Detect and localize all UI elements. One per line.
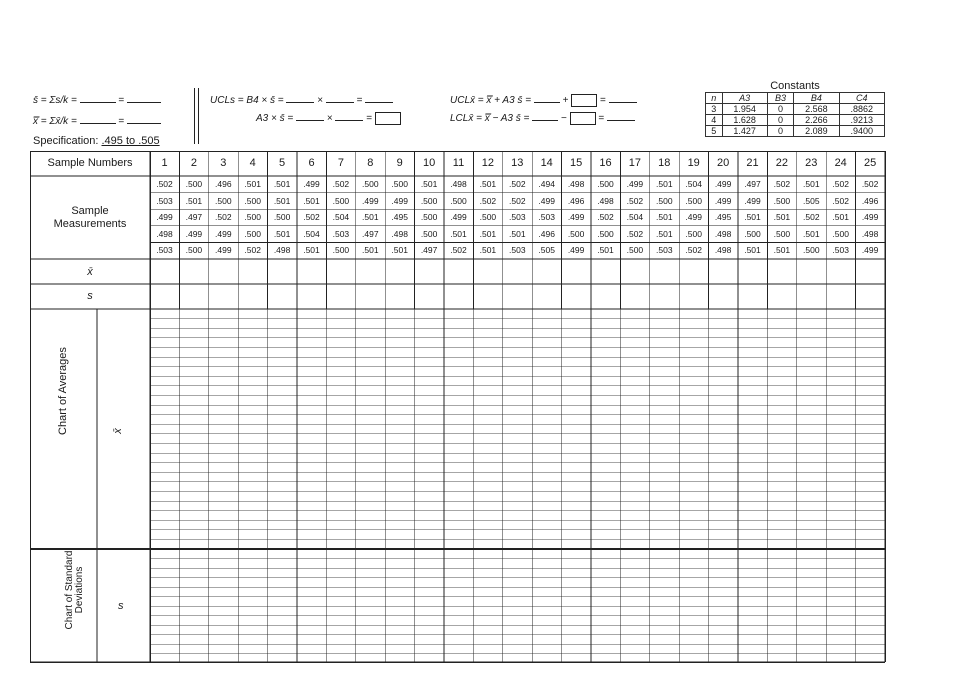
- measurement-cell: .500: [597, 228, 614, 239]
- measurement-cell: .500: [626, 245, 644, 256]
- measurement-cell: .499: [567, 245, 585, 256]
- sample-number-header: 23: [805, 157, 818, 169]
- measurement-cell: .504: [303, 228, 320, 239]
- ucl-s-label: UCLs = B4 × s̄ =: [210, 95, 284, 106]
- measurement-cell: .500: [685, 195, 702, 206]
- measurement-cell: .502: [479, 195, 497, 206]
- measurement-cell: .500: [450, 195, 467, 206]
- measurement-cell: .496: [538, 228, 555, 239]
- constants-header: B3: [767, 93, 793, 104]
- measurement-cell: .499: [215, 228, 232, 239]
- xbar-row-label: x̄: [87, 266, 93, 278]
- measurement-cell: .501: [362, 212, 379, 223]
- measurement-cell: .502: [832, 195, 849, 206]
- measurement-cell: .503: [509, 245, 526, 256]
- ucl-s-formula: [210, 92, 393, 106]
- chart-of-averages-label: Chart of Averages: [57, 347, 69, 435]
- lcl-x-blank-1[interactable]: [532, 110, 558, 121]
- separator-line: [194, 88, 195, 144]
- lcl-x-formula: [450, 110, 635, 125]
- measurement-cell: .504: [626, 212, 644, 223]
- measurement-cell: .500: [215, 195, 232, 206]
- ucl-s-blank-1[interactable]: [286, 92, 314, 103]
- sample-number-header: 1: [161, 157, 168, 169]
- a3-s-formula: [256, 110, 401, 125]
- measurement-cell: .502: [685, 245, 702, 256]
- measurement-cell: .495: [714, 212, 732, 223]
- measurement-cell: .500: [185, 179, 203, 189]
- measurement-cell: .501: [479, 245, 497, 256]
- measurement-cell: .502: [215, 212, 232, 223]
- ucl-s-blank-2[interactable]: [326, 92, 354, 103]
- sample-number-header: 20: [716, 157, 730, 169]
- measurement-cell: .500: [773, 228, 791, 239]
- measurement-cell: .501: [656, 212, 673, 223]
- measurement-cell: .502: [803, 212, 820, 223]
- measurement-cell: .499: [303, 179, 320, 189]
- constants-cell: 5: [706, 126, 723, 137]
- measurement-cell: .501: [479, 179, 497, 189]
- measurement-cell: .498: [450, 179, 467, 189]
- measurement-cell: .499: [450, 212, 467, 223]
- measurement-cell: .500: [391, 179, 408, 189]
- measurement-cell: .504: [685, 179, 702, 189]
- measurement-cell: .499: [156, 212, 173, 223]
- ucl-s-result[interactable]: [365, 92, 393, 103]
- constants-cell: 0: [767, 104, 793, 115]
- sample-number-header: 14: [540, 157, 553, 169]
- sample-number-header: 2: [190, 157, 197, 169]
- measurement-cell: .495: [391, 212, 408, 223]
- sample-number-header: 4: [249, 157, 256, 169]
- measurement-cell: .500: [244, 228, 261, 239]
- sample-number-header: 16: [599, 157, 612, 169]
- chart-of-sd-label: Chart of Standard Deviations: [64, 550, 85, 630]
- measurement-cell: .501: [656, 228, 673, 239]
- measurement-cell: .502: [156, 179, 173, 189]
- measurement-cell: .502: [597, 212, 614, 223]
- measurement-cell: .497: [362, 228, 379, 239]
- chart-averages-symbol: x̄: [111, 428, 124, 434]
- measurement-cell: .499: [626, 179, 644, 189]
- measurement-cell: .499: [215, 245, 232, 256]
- measurement-cell: .497: [744, 179, 761, 189]
- xbarbar-label: x̿ = Σx̄/k =: [33, 116, 77, 127]
- measurement-cell: .500: [273, 212, 291, 223]
- xbarbar-blank-2[interactable]: [127, 113, 161, 124]
- measurement-cell: .501: [803, 179, 820, 189]
- constants-header-row: [706, 93, 885, 104]
- constants-cell: 0: [767, 115, 793, 126]
- measurement-cell: .502: [332, 179, 350, 189]
- xbarbar-blank-1[interactable]: [80, 113, 116, 124]
- sample-number-header: 19: [687, 157, 700, 169]
- measurement-cell: .494: [538, 179, 555, 189]
- sample-number-header: 21: [746, 157, 759, 169]
- measurement-cell: .500: [597, 179, 614, 189]
- measurement-cell: .498: [156, 228, 173, 239]
- measurement-cell: .502: [244, 245, 261, 256]
- measurement-cell: .500: [656, 195, 673, 206]
- constants-cell: 1.954: [722, 104, 767, 115]
- ucl-x-label: UCLx̄ = x̿ + A3 s̄ =: [450, 95, 532, 106]
- sample-number-header: 7: [337, 157, 344, 169]
- measurement-cell: .504: [332, 212, 350, 223]
- constants-header: B4: [794, 93, 839, 104]
- measurement-cell: .503: [332, 228, 350, 239]
- measurement-cell: .500: [420, 195, 438, 206]
- lcl-x-label: LCLx̄ = x̿ − A3 s̄ =: [450, 113, 530, 124]
- measurement-cell: .501: [420, 179, 438, 189]
- equals-sign: =: [118, 116, 125, 127]
- measurement-cell: .498: [597, 195, 614, 206]
- chart-sd-symbol: s: [118, 600, 124, 612]
- measurement-cell: .499: [567, 212, 585, 223]
- constants-cell: 1.628: [722, 115, 767, 126]
- sample-number-header: 18: [658, 157, 671, 169]
- measurement-cell: .498: [714, 245, 732, 256]
- measurement-cell: .500: [362, 179, 379, 189]
- sample-number-header: 22: [775, 157, 789, 169]
- measurement-cell: .498: [391, 228, 408, 239]
- measurement-cell: .505: [538, 245, 555, 256]
- constants-header: n: [706, 93, 723, 104]
- measurement-cell: .503: [156, 195, 173, 206]
- measurement-cell: .500: [744, 228, 761, 239]
- sample-number-header: 6: [308, 157, 315, 169]
- constants-cell: 1.427: [722, 126, 767, 137]
- ucl-x-result[interactable]: [609, 92, 637, 103]
- measurement-cell: .501: [773, 245, 791, 256]
- times-sign: ×: [326, 113, 333, 124]
- ucl-x-box[interactable]: [571, 94, 597, 107]
- measurement-cell: .501: [273, 195, 291, 206]
- measurement-cell: .500: [420, 212, 438, 223]
- measurement-cell: .498: [861, 228, 879, 239]
- constants-title: Constants: [770, 80, 820, 92]
- measurement-cell: .499: [861, 245, 879, 256]
- measurement-cell: .496: [567, 195, 585, 206]
- measurement-cell: .499: [538, 195, 555, 206]
- constants-row: [706, 126, 885, 137]
- measurement-cell: .501: [273, 179, 291, 189]
- sbar-blank-2[interactable]: [127, 92, 161, 103]
- sample-number-header: 10: [422, 157, 436, 169]
- constants-cell: .8862: [839, 104, 884, 115]
- ucl-x-blank-1[interactable]: [534, 92, 560, 103]
- sample-number-header: 24: [834, 157, 847, 169]
- measurement-cell: .503: [538, 212, 555, 223]
- constants-cell: 2.568: [794, 104, 839, 115]
- measurement-cell: .500: [332, 195, 350, 206]
- measurement-cell: .499: [185, 228, 203, 239]
- measurement-cell: .500: [803, 245, 820, 256]
- measurement-cell: .500: [420, 228, 438, 239]
- sample-number-header: 17: [628, 157, 642, 169]
- measurement-cell: .501: [509, 228, 526, 239]
- sbar-label: s̄ = Σs/k =: [33, 95, 77, 106]
- measurement-cell: .500: [185, 245, 203, 256]
- measurement-cell: .500: [479, 212, 497, 223]
- measurement-cell: .502: [832, 179, 849, 189]
- measurement-cell: .499: [744, 195, 761, 206]
- equals-sign: =: [356, 95, 363, 106]
- measurement-cell: .501: [185, 195, 203, 206]
- sbar-blank-1[interactable]: [80, 92, 116, 103]
- measurement-cell: .500: [244, 195, 261, 206]
- times-sign: ×: [317, 95, 324, 106]
- measurement-cell: .501: [744, 245, 761, 256]
- measurement-cell: .501: [744, 212, 761, 223]
- measurement-cell: .502: [509, 195, 526, 206]
- constants-cell: 2.266: [794, 115, 839, 126]
- measurement-cell: .502: [303, 212, 320, 223]
- a3-s-blank-1[interactable]: [296, 110, 324, 121]
- measurement-cell: .500: [773, 195, 791, 206]
- separator-line: [198, 88, 199, 144]
- measurement-cell: .496: [215, 179, 232, 189]
- measurement-cell: .499: [391, 195, 408, 206]
- equals-sign: =: [366, 113, 373, 124]
- measurement-cell: .498: [714, 228, 732, 239]
- measurement-cell: .501: [303, 245, 320, 256]
- constants-cell: .9400: [839, 126, 884, 137]
- sample-measurements-label: Sample Measurements: [53, 205, 127, 230]
- measurement-cell: .501: [362, 245, 379, 256]
- equals-sign: =: [598, 113, 605, 124]
- measurement-cell: .500: [244, 212, 261, 223]
- measurement-cell: .500: [832, 228, 849, 239]
- sample-number-header: 15: [569, 157, 583, 169]
- measurement-cell: .499: [714, 195, 732, 206]
- sbar-formula: [33, 92, 161, 106]
- s-row-label: s: [87, 290, 93, 302]
- equals-sign: =: [600, 95, 606, 106]
- measurement-cell: .501: [832, 212, 849, 223]
- xbarbar-formula: [33, 113, 161, 127]
- specification-label: Specification:: [33, 135, 99, 147]
- measurement-cell: .502: [450, 245, 467, 256]
- measurement-cell: .502: [509, 179, 526, 189]
- specification-value: .495 to .505: [101, 135, 160, 147]
- measurement-cell: .501: [244, 179, 261, 189]
- measurement-cell: .499: [861, 212, 879, 223]
- measurement-cell: .503: [156, 245, 173, 256]
- measurement-cell: .505: [803, 195, 820, 206]
- equals-sign: =: [118, 95, 125, 106]
- measurement-cell: .497: [185, 212, 203, 223]
- measurement-cell: .502: [861, 179, 879, 189]
- lcl-x-box[interactable]: [570, 112, 596, 125]
- sample-number-header: 5: [279, 157, 286, 169]
- measurement-cell: .498: [567, 179, 585, 189]
- measurement-cell: .502: [626, 195, 644, 206]
- sample-numbers-label: Sample Numbers: [47, 157, 133, 169]
- sample-number-header: 9: [396, 157, 403, 169]
- sample-number-header: 3: [220, 157, 227, 169]
- measurement-cell: .501: [450, 228, 467, 239]
- measurement-cell: .499: [714, 179, 732, 189]
- plus-sign: +: [562, 95, 569, 106]
- measurement-cell: .497: [420, 245, 438, 256]
- measurement-cell: .499: [685, 212, 702, 223]
- constants-header: A3: [722, 93, 767, 104]
- measurement-cell: .500: [567, 228, 585, 239]
- measurement-cell: .499: [362, 195, 379, 206]
- constants-cell: 0: [767, 126, 793, 137]
- sample-number-header: 25: [863, 157, 877, 169]
- constants-panel: [705, 80, 885, 137]
- measurement-cell: .503: [832, 245, 849, 256]
- constants-row: [706, 104, 885, 115]
- measurement-cell: .501: [391, 245, 408, 256]
- measurement-cell: .501: [656, 179, 673, 189]
- constants-cell: 4: [706, 115, 723, 126]
- sample-number-header: 8: [367, 157, 374, 169]
- a3-s-result-box[interactable]: [375, 112, 401, 125]
- sample-number-header: 13: [511, 157, 524, 169]
- measurement-cell: .496: [861, 195, 879, 206]
- measurement-cell: .500: [332, 245, 350, 256]
- sample-number-header: 11: [452, 157, 465, 169]
- measurement-cell: .501: [803, 228, 820, 239]
- measurement-cell: .498: [273, 245, 291, 256]
- constants-cell: .9213: [839, 115, 884, 126]
- constants-cell: 2.089: [794, 126, 839, 137]
- a3-s-blank-2[interactable]: [335, 110, 363, 121]
- constants-table: [705, 92, 885, 137]
- minus-sign: −: [560, 113, 567, 124]
- measurement-cell: .501: [773, 212, 791, 223]
- measurement-cell: .502: [626, 228, 644, 239]
- constants-header: C4: [839, 93, 884, 104]
- measurement-cell: .502: [773, 179, 791, 189]
- sample-number-header: 12: [481, 157, 495, 169]
- measurement-cell: .501: [273, 228, 291, 239]
- measurement-cell: .501: [303, 195, 320, 206]
- a3-s-label: A3 × s̄ =: [256, 113, 294, 124]
- constants-row: [706, 115, 885, 126]
- constants-cell: 3: [706, 104, 723, 115]
- measurement-cell: .503: [656, 245, 673, 256]
- lcl-x-result[interactable]: [607, 110, 635, 121]
- measurement-cell: .501: [597, 245, 614, 256]
- ucl-x-formula: [450, 92, 637, 107]
- measurement-cell: .503: [509, 212, 526, 223]
- specification: [33, 135, 160, 147]
- measurement-cell: .500: [685, 228, 702, 239]
- measurement-cell: .501: [479, 228, 497, 239]
